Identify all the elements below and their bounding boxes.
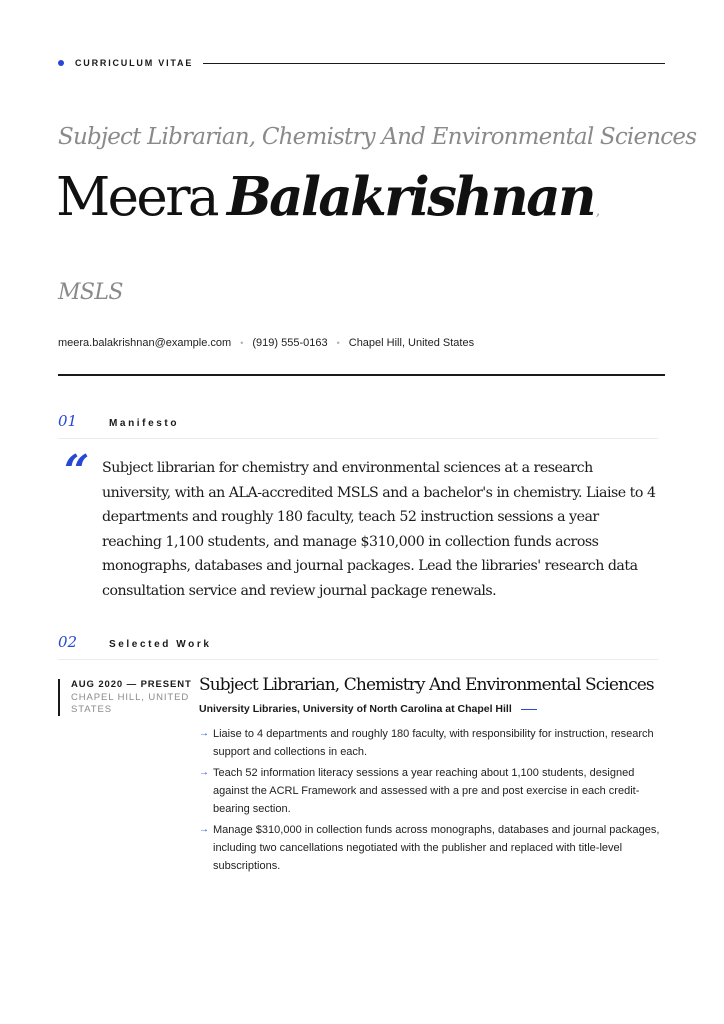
bullet-text: Manage $310,000 in collection funds across monographs, databases and journal packages, including two cancellations negotiated with the publisher and replaced with title-level subscriptions. [213,824,660,872]
contact-separator: • [240,338,244,348]
bullet-text: Teach 52 information literacy sessions a year reaching about 1,100 students, designed against the ACRL Framework and assessed with a pre and post exercise in each credit-bearing section. [213,767,640,815]
list-item [199,821,665,875]
contact-email[interactable]: meera.balakrishnan@example.com [58,337,232,349]
last-name: Balakrishnan [226,166,594,228]
organization-dash [521,709,537,710]
credential: MSLS [58,280,123,305]
quote-mark-icon: “ [64,446,90,497]
first-name: Meera [56,167,217,228]
job-bullets [199,725,665,878]
section-number: 02 [58,633,78,651]
job-meta [58,679,196,716]
contact-separator: • [336,338,340,348]
section-title: Selected Work [109,639,212,650]
bullet-text: Liaise to 4 departments and roughly 180 faculty, with responsibility for instruction, research support and collections in each. [213,728,654,758]
kicker-rule [203,63,665,64]
section-header-work [58,633,658,653]
list-item [199,764,665,818]
section-number: 01 [58,412,78,430]
section-rule [58,438,658,439]
arrow-right-icon: → [199,728,209,739]
document-kicker [58,56,665,70]
job-dates: AUG 2020 — PRESENT [71,679,192,690]
contact-phone[interactable]: (919) 555-0163 [252,337,328,349]
job-subtitle: Subject Librarian, Chemistry And Environmental Sciences [58,124,697,150]
manifesto-text: Subject librarian for chemistry and environmental sciences at a research university, with an ALA-accredited MSLS and a bachelor's in chemistry. Liaise to 4 departments and roughly 180 faculty, teach 52 instruction sessions a year reaching 1,100 students, and manage $310,000 in collection funds across monographs, databases and journal packages. Lead the libraries' research data consultation service and review journal package renewals. [102,460,656,599]
section-rule [58,659,658,660]
name-comma: , [595,203,598,219]
list-item [199,725,665,761]
job-title: Subject Librarian, Chemistry And Environmental Sciences [199,675,654,695]
section-header-manifesto [58,412,658,432]
job-organization [199,703,537,715]
contact-line [58,337,474,349]
section-title: Manifesto [109,418,180,429]
arrow-right-icon: → [199,767,209,778]
job-location: CHAPEL HILL, UNITED STATES [71,692,190,715]
header-divider [58,374,665,376]
person-name [56,168,598,227]
kicker-dot-icon [58,60,64,66]
contact-location: Chapel Hill, United States [348,337,475,349]
organization-name: University Libraries, University of North Carolina at Chapel Hill [199,703,512,715]
kicker-label: CURRICULUM VITAE [75,58,194,68]
arrow-right-icon: → [199,824,209,835]
